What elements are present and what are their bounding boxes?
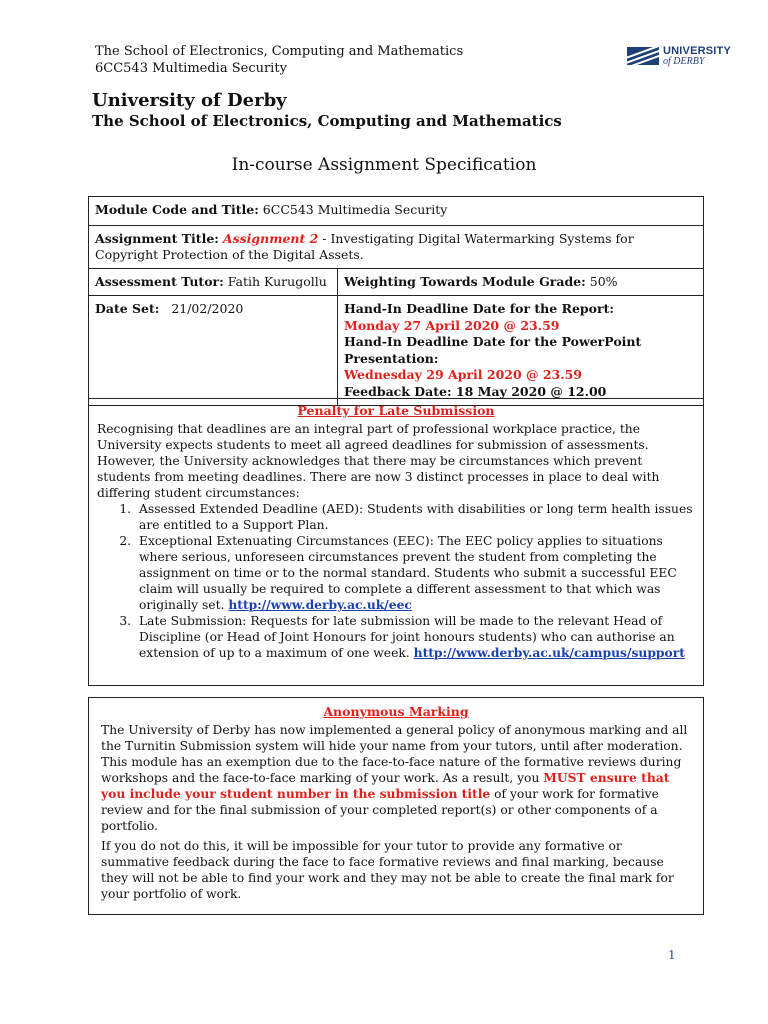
report-deadline-label: Hand-In Deadline Date for the Report:	[344, 301, 614, 316]
weighting-value: 50%	[589, 274, 618, 289]
logo-text-university: UNIVERSITY	[663, 45, 732, 57]
tutor-label: Assessment Tutor:	[95, 274, 224, 289]
late-submission-box	[88, 398, 704, 686]
university-logo	[627, 45, 732, 67]
anonymous-para-2: If you do not do this, it will be impossible for your tutor to provide any formative or summative feedback during the face to face formative reviews and final marking, because they will not be able to find your work and they may not be able to create the final mark for your portfolio of work.	[101, 839, 674, 901]
list-item	[135, 533, 695, 613]
logo-mark-icon	[627, 47, 659, 65]
ppt-deadline-date: Wednesday 29 April 2020 @ 23.59	[344, 367, 583, 382]
header-school: The School of Electronics, Computing and Mathematics	[95, 44, 464, 59]
logo-text-derby: of DERBY	[663, 56, 705, 67]
university-title: University of Derby	[92, 90, 287, 111]
page-number: 1	[668, 948, 676, 962]
report-deadline-date: Monday 27 April 2020 @ 23.59	[344, 317, 560, 333]
module-value: 6CC543 Multimedia Security	[262, 202, 448, 217]
eec-link[interactable]: http://www.derby.ac.uk/eec	[228, 597, 412, 612]
penalty-heading: Penalty for Late Submission	[297, 403, 495, 418]
anonymous-para-1	[101, 722, 691, 834]
assignment-label: Assignment Title:	[95, 231, 219, 246]
dates-row	[89, 296, 704, 406]
anonymous-text-a: The University of Derby has now implemented a general policy of anonymous marking and all the Turnitin Submission system will hide your name from your tutors, until after moderation. This module has an exemption due to the face-to-face nature of the formative reviews during workshops and the face-to-face marking of your work. As a result, you	[101, 723, 688, 785]
running-header	[95, 43, 463, 77]
school-title: The School of Electronics, Computing and Mathematics	[92, 112, 562, 130]
late-text: Late Submission: Requests for late submission will be made to the relevant Head of Discipline (or Head of Joint Honours for joint honours students) who can authorise an extension of up to a maximum of one week.	[139, 614, 675, 660]
list-item	[135, 501, 695, 533]
module-label: Module Code and Title:	[95, 202, 259, 217]
aed-text: Assessed Extended Deadline (AED): Students with disabilities or long term health issues are entitled to a Support Plan.	[139, 502, 693, 532]
header-module: 6CC543 Multimedia Security	[95, 61, 287, 76]
anonymous-marking-box	[88, 697, 704, 915]
module-row	[89, 197, 704, 226]
tutor-row	[89, 269, 704, 296]
eec-text: Exceptional Extenuating Circumstances (EEC): The EEC policy applies to situations where serious, unforeseen circumstances prevent the student from completing the assignment on time or to the normal standard. Students who submit a successful EEC claim will usually be required to complete a different assessment to that which was originally set.	[139, 534, 677, 612]
support-link[interactable]: http://www.derby.ac.uk/campus/support	[413, 645, 685, 660]
ppt-deadline-label: Hand-In Deadline Date for the PowerPoint Presentation:	[344, 334, 642, 366]
assignment-info-table	[88, 196, 704, 406]
dateset-label: Date Set:	[95, 301, 160, 316]
anonymous-heading: Anonymous Marking	[323, 704, 469, 719]
penalty-list	[97, 501, 695, 661]
assignment-name: Assignment 2	[222, 231, 319, 246]
dateset-value: 21/02/2020	[171, 301, 244, 316]
feedback-date: Feedback Date: 18 May 2020 @ 12.00	[344, 383, 607, 399]
assignment-desc: - Investigating Digital Watermarking Systems for Copyright Protection of the Digital Assets.	[95, 231, 634, 262]
anonymous-text-c: of your work for formative review and for the final submission of your completed report(s) or other components of a portfolio.	[101, 787, 659, 833]
penalty-intro: Recognising that deadlines are an integral part of professional workplace practice, the University expects students to meet all agreed deadlines for submission of assessments. However, the University acknowledges that there may be circumstances which prevent students from meeting deadlines. There are now 3 distinct processes in place to deal with differing student circumstances:	[97, 422, 660, 500]
anonymous-warning: MUST ensure that you include your student number in the submission title	[101, 770, 670, 801]
document-title: In-course Assignment Specification	[231, 155, 537, 175]
tutor-value: Fatih Kurugollu	[227, 274, 327, 289]
assignment-row	[89, 226, 704, 269]
list-item	[135, 613, 695, 661]
weighting-label: Weighting Towards Module Grade:	[344, 274, 586, 289]
